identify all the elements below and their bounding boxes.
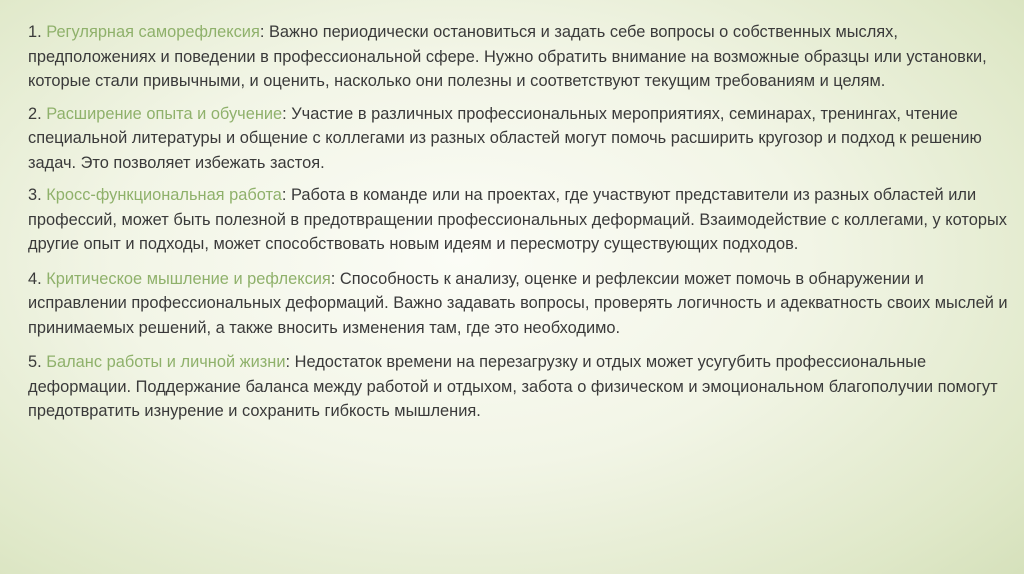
- list-item-1: 1. Регулярная саморефлексия: Важно периодически остановиться и задать себе вопросы о собственных мыслях, предположениях и поведении в профессиональной сфере. Нужно обратить внимание на возможные образцы или установки, которые стали привычными, и оценить, насколько они полезны и соответствуют текущим требованиям и целям.: [28, 23, 987, 90]
- item-text: Участие в различных профессиональных мероприятиях, семинарах, тренингах, чтение специальной литературы и общение с коллегами из разных областей могут помочь расширить кругозор и подход к решению задач. Это позволяет избежать застоя.: [28, 104, 982, 172]
- item-heading: Расширение опыта и обучение: [46, 104, 283, 123]
- item-heading: Кросс-функциональная работа: [46, 186, 282, 204]
- item-number: 4.: [28, 269, 42, 288]
- item-text: Важно периодически остановиться и задать себе вопросы о собственных мыслях, предположениях и поведении в профессиональной сфере. Нужно обратить внимание на возможные образцы или установки, которые стали привычными, и оценить, насколько они полезны и соответствуют текущим требованиям и целям.: [28, 23, 987, 90]
- item-text: Недостаток времени на перезагрузку и отдых может усугубить профессиональные деформации. Поддержание баланса между работой и отдыхом, забота о физическом и эмоциональном благополучии помогут предотвратить изнурение и сохранить гибкость мышления.: [28, 353, 998, 420]
- list-item-4: 4. Критическое мышление и рефлексия: Способность к анализу, оценке и рефлексии может помочь в обнаружении и исправлении профессиональных деформаций. Важно задавать вопросы, проверять логичность и адекватность своих мыслей и принимаемых решений, а также вносить изменения там, где это необходимо.: [28, 269, 1008, 337]
- item-heading: Баланс работы и личной жизни: [46, 353, 286, 371]
- list-item-2: 2. Расширение опыта и обучение: Участие в различных профессиональных мероприятиях, семинарах, тренингах, чтение специальной литературы и общение с коллегами из разных областей могут помочь расширить кругозор и подход к решению задач. Это позволяет избежать застоя.: [28, 104, 982, 172]
- list-item-5: 5. Баланс работы и личной жизни: Недостаток времени на перезагрузку и отдых может усугубить профессиональные деформации. Поддержание баланса между работой и отдыхом, забота о физическом и эмоциональном благополучии помогут предотвратить изнурение и сохранить гибкость мышления.: [28, 353, 998, 420]
- item-heading: Регулярная саморефлексия: [46, 23, 260, 41]
- item-text: Способность к анализу, оценке и рефлексии может помочь в обнаружении и исправлении профессиональных деформаций. Важно задавать вопросы, проверять логичность и адекватность своих мыслей и принимаемых решений, а также вносить изменения там, где это необходимо.: [28, 269, 1008, 337]
- item-number: 2.: [28, 104, 42, 123]
- item-number: 3.: [28, 186, 42, 204]
- item-heading: Критическое мышление и рефлексия: [46, 269, 331, 288]
- slide-content: [28, 20, 1010, 432]
- item-number: 1.: [28, 23, 42, 41]
- item-text: Работа в команде или на проектах, где участвуют представители из разных областей или профессий, может быть полезной в предотвращении профессиональных деформаций. Взаимодействие с коллегами, у которых другие опыт и подходы, может способствовать новым идеям и пересмотру существующих подходов.: [28, 186, 1007, 253]
- list-item-3: 3. Кросс-функциональная работа: Работа в команде или на проектах, где участвуют представители из разных областей или профессий, может быть полезной в предотвращении профессиональных деформаций. Взаимодействие с коллегами, у которых другие опыт и подходы, может способствовать новым идеям и пересмотру существующих подходов.: [28, 186, 1007, 253]
- item-number: 5.: [28, 353, 42, 371]
